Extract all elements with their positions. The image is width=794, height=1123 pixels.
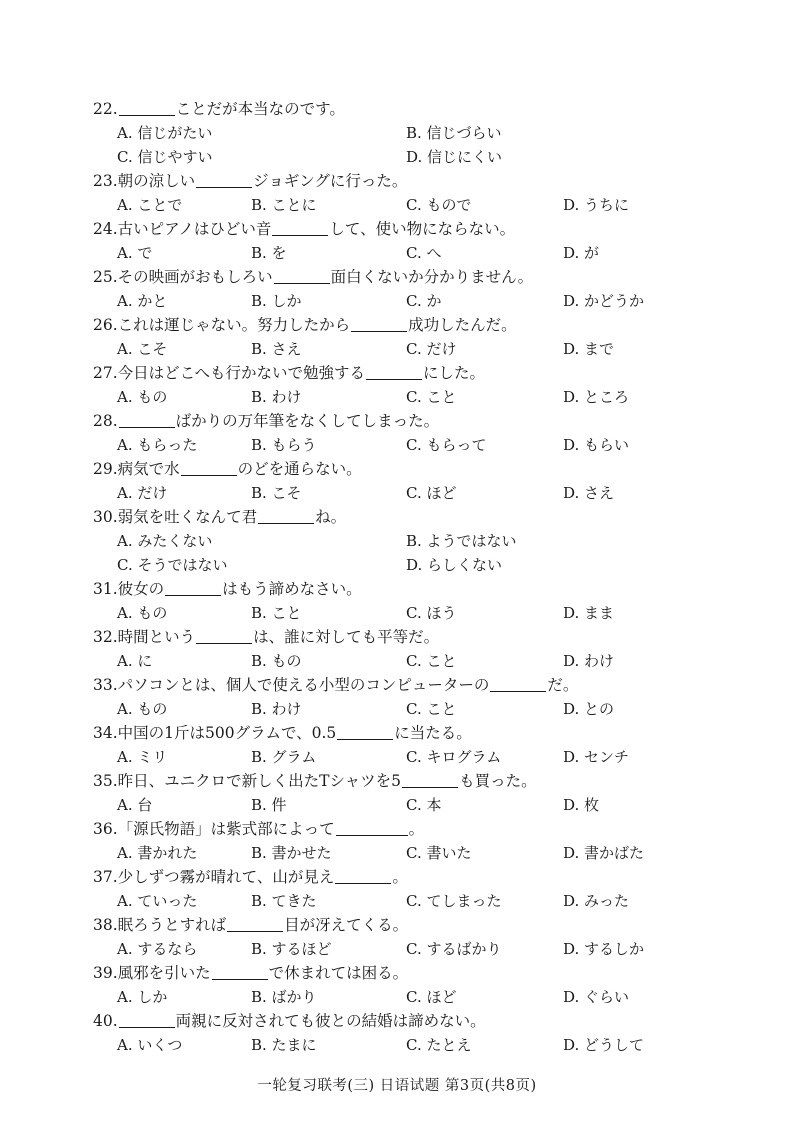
question-number: 29. [93,460,118,478]
question-stem: 28. ばかりの万年筆をなくしてしまった。 [93,412,440,430]
question-40 [93,1009,733,1057]
question-26 [93,313,733,361]
question-23 [93,169,733,217]
options-row [93,937,733,961]
option-c: C. ほど [406,988,457,1006]
option-a: A. こそ [117,340,168,358]
options-row [93,121,733,145]
option-a: A. に [117,652,153,670]
question-37 [93,865,733,913]
question-22 [93,97,733,169]
question-number: 28. [93,412,118,430]
option-d: D. が [563,244,600,262]
option-b: B. ようではない [406,532,517,550]
question-number: 24. [93,220,118,238]
question-stem: 34.中国の1斤は500グラムで、0.5 に当たる。 [93,724,472,742]
page-footer: 一轮复习联考(三) 日语试题 第3页(共8页) [257,1078,537,1094]
options-row [93,241,733,265]
question-stem: 31.彼女の はもう諦めなさい。 [93,580,362,598]
answer-blank [335,867,391,884]
question-number: 23. [93,172,118,190]
question-stem: 27.今日はどこへも行かないで勉強する にした。 [93,364,486,382]
option-b: B. ばかり [251,988,317,1006]
question-number: 37. [93,868,118,886]
option-d: D. まま [563,604,615,622]
options-row [93,385,733,409]
option-d: D. ところ [563,388,630,406]
question-28 [93,409,733,457]
answer-blank [366,363,422,380]
option-b: B. もの [251,652,302,670]
option-a: A. ことで [117,196,183,214]
option-c: C. もらって [406,436,487,454]
question-33 [93,673,733,721]
option-a: A. ミリ [117,748,168,766]
question-stem: 32.時間という は、誰に対しても平等だ。 [93,628,440,646]
question-number: 39. [93,964,118,982]
answer-blank [119,99,175,116]
option-b: B. 書かせた [251,844,332,862]
options-row [93,553,733,577]
option-b: B. グラム [251,748,317,766]
option-c: C. こと [406,652,457,670]
question-29 [93,457,733,505]
option-c: C. こと [406,700,457,718]
question-number: 40. [93,1012,118,1030]
question-39 [93,961,733,1009]
question-number: 27. [93,364,118,382]
option-c: C. キログラム [406,748,502,766]
answer-blank [212,963,268,980]
options-row [93,985,733,1009]
question-number: 22. [93,100,118,118]
option-a: A. もの [117,604,168,622]
option-c: C. へ [406,244,442,262]
answer-blank [402,771,458,788]
option-b: B. たまに [251,1036,317,1054]
question-stem: 22. ことだが本当なのです。 [93,100,345,118]
answer-blank [181,459,237,476]
option-c: C. もので [406,196,472,214]
question-27 [93,361,733,409]
question-number: 35. [93,772,118,790]
option-a: A. もらった [117,436,198,454]
options-row [93,481,733,505]
question-24 [93,217,733,265]
option-d: D. さえ [563,484,615,502]
options-row [93,649,733,673]
option-a: A. で [117,244,153,262]
option-b: B. わけ [251,700,302,718]
answer-blank [227,915,283,932]
question-number: 25. [93,268,118,286]
question-34 [93,721,733,769]
option-a: A. いくつ [117,1036,183,1054]
answer-blank [274,267,330,284]
option-a: A. みたくない [117,532,213,550]
option-c: C. 書いた [406,844,472,862]
option-b: B. こそ [251,484,302,502]
option-a: A. ていった [117,892,198,910]
option-b: B. さえ [251,340,302,358]
answer-blank [490,675,546,692]
option-b: B. こと [251,604,302,622]
option-b: B. しか [251,292,302,310]
answer-blank [119,1011,175,1028]
options-row [93,145,733,169]
options-row [93,529,733,553]
question-32 [93,625,733,673]
answer-blank [196,627,252,644]
question-25 [93,265,733,313]
option-c: C. たとえ [406,1036,472,1054]
question-number: 33. [93,676,118,694]
answer-blank [336,819,408,836]
question-number: 31. [93,580,118,598]
option-d: D. らしくない [406,556,503,574]
option-b: B. を [251,244,287,262]
option-d: D. わけ [563,652,615,670]
answer-blank [337,723,393,740]
question-stem: 33.パソコンとは、個人で使える小型のコンピューターの だ。 [93,676,579,694]
option-a: A. するなら [117,940,198,958]
option-c: C. 本 [406,796,442,814]
option-a: A. 書かれた [117,844,198,862]
option-a: A. もの [117,700,168,718]
question-stem: 30.弱気を吐くなんて君 ね。 [93,508,347,526]
question-stem: 39.風邪を引いた で休まれては困る。 [93,964,409,982]
options-row [93,793,733,817]
question-36 [93,817,733,865]
option-d: D. 書かばた [563,844,645,862]
answer-blank [119,411,175,428]
question-stem: 37.少しずつ霧が晴れて、山が見え 。 [93,868,408,886]
options-row [93,1033,733,1057]
question-38 [93,913,733,961]
option-a: A. かと [117,292,168,310]
options-row [93,337,733,361]
options-row [93,433,733,457]
options-row [93,889,733,913]
option-c: C. ほう [406,604,457,622]
option-c: C. こと [406,388,457,406]
option-d: D. ぐらい [563,988,630,1006]
question-stem: 35.昨日、ユニクロで新しく出たTシャツを5 も買った。 [93,772,537,790]
option-b: B. するほど [251,940,332,958]
option-d: D. みった [563,892,630,910]
question-stem: 29.病気で水 のどを通らない。 [93,460,362,478]
option-d: D. どうして [563,1036,645,1054]
question-number: 34. [93,724,118,742]
option-a: A. 信じがたい [117,124,213,142]
options-row [93,601,733,625]
question-number: 38. [93,916,118,934]
option-d: D. 信じにくい [406,148,503,166]
option-b: B. もらう [251,436,317,454]
option-c: C. ほど [406,484,457,502]
question-stem: 25.その映画がおもしろい 面白くないか分かりません。 [93,268,534,286]
question-stem: 38.眠ろうとすれば 目が冴えてくる。 [93,916,409,934]
option-b: B. てきた [251,892,317,910]
option-d: D. もらい [563,436,630,454]
question-number: 30. [93,508,118,526]
answer-blank [272,219,328,236]
option-d: D. との [563,700,615,718]
option-d: D. かどうか [563,292,645,310]
question-stem: 23.朝の涼しい ジョギングに行った。 [93,172,408,190]
option-b: B. 件 [251,796,287,814]
options-row [93,697,733,721]
question-number: 32. [93,628,118,646]
option-d: D. センチ [563,748,630,766]
option-a: A. 台 [117,796,153,814]
option-c: C. するばかり [406,940,502,958]
answer-blank [258,507,314,524]
option-b: B. 信じづらい [406,124,502,142]
option-c: C. だけ [406,340,457,358]
option-b: B. わけ [251,388,302,406]
option-d: D. うちに [563,196,630,214]
option-a: A. もの [117,388,168,406]
option-a: A. だけ [117,484,168,502]
option-b: B. ことに [251,196,317,214]
question-30 [93,505,733,577]
question-stem: 36.「源氏物語」は紫式部によって 。 [93,820,425,838]
question-stem: 40. 両親に反対されても彼との結婚は諦めない。 [93,1012,486,1030]
answer-blank [165,579,221,596]
question-number: 26. [93,316,118,334]
options-row [93,841,733,865]
options-row [93,745,733,769]
option-d: D. するしか [563,940,645,958]
option-d: D. 枚 [563,796,600,814]
answer-blank [351,315,407,332]
question-31 [93,577,733,625]
question-stem: 24.古いピアノはひどい音 して、使い物にならない。 [93,220,516,238]
options-row [93,289,733,313]
question-number: 36. [93,820,118,838]
question-35 [93,769,733,817]
option-a: A. しか [117,988,168,1006]
option-c: C. そうではない [117,556,228,574]
option-c: C. てしまった [406,892,502,910]
question-stem: 26.これは運じゃない。努力したから 成功したんだ。 [93,316,517,334]
option-d: D. まで [563,340,615,358]
option-c: C. か [406,292,442,310]
options-row [93,193,733,217]
answer-blank [196,171,252,188]
option-c: C. 信じやすい [117,148,213,166]
